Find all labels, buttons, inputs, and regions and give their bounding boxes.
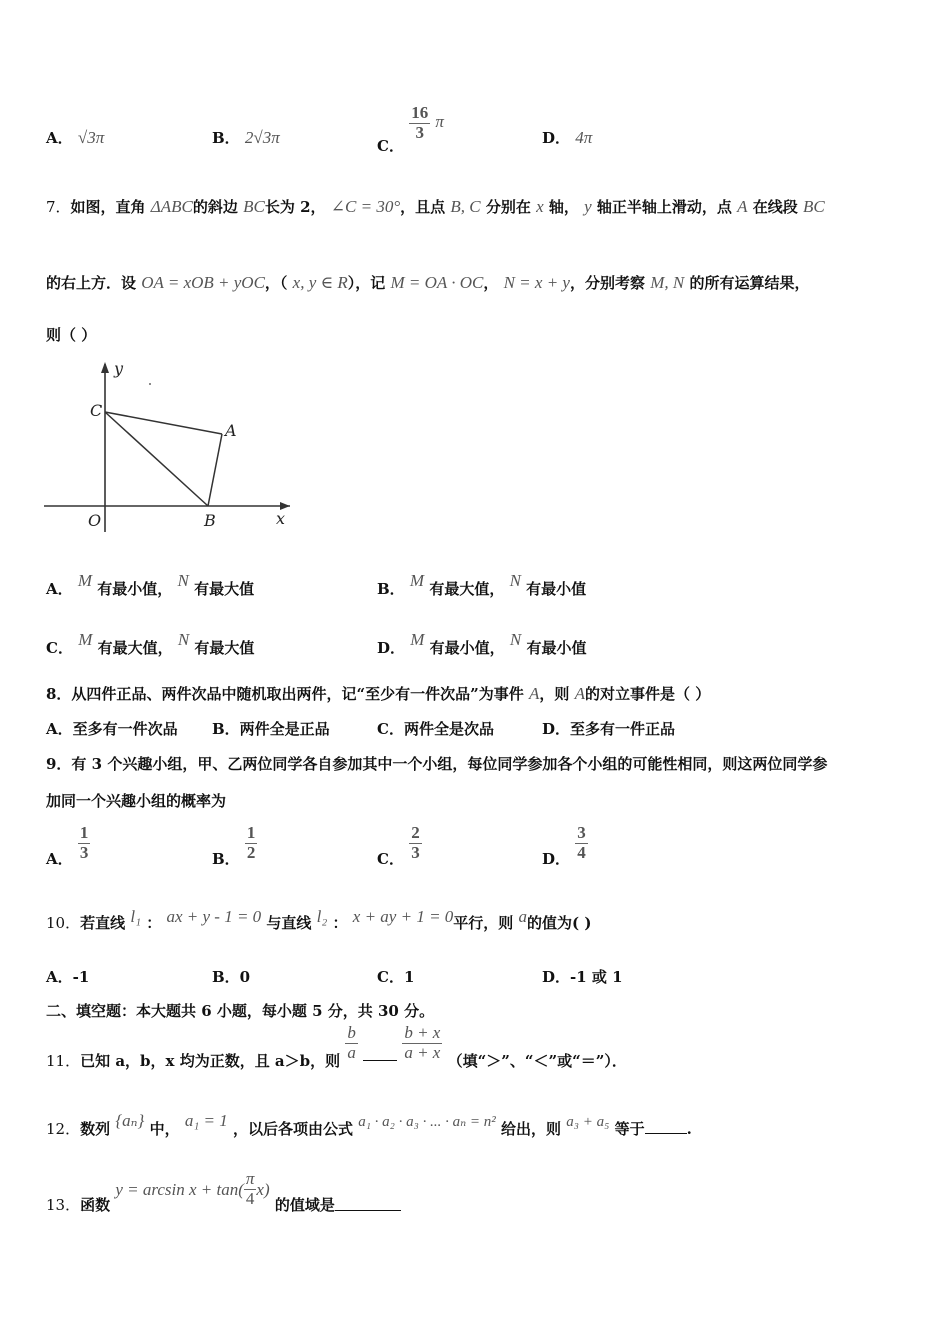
- math: N: [177, 571, 189, 590]
- fraction: [409, 824, 422, 862]
- option-label: C．: [46, 639, 73, 657]
- math: OA = xOB + yOC: [141, 273, 265, 292]
- text: 与直线: [266, 914, 312, 932]
- text: ），记: [347, 274, 386, 292]
- q7-line-2: [46, 272, 809, 293]
- option-label: A．: [46, 129, 73, 147]
- answer-blank[interactable]: [363, 1060, 397, 1061]
- math: a: [518, 907, 528, 926]
- math: l₁: [130, 907, 141, 926]
- option-expression: π: [435, 112, 444, 132]
- y-axis-arrow: [101, 362, 109, 373]
- fraction-denominator: 3: [415, 122, 424, 142]
- q9-line-2: [46, 790, 226, 811]
- math: a₁ · a₂ · a₃ · ... · aₙ = n²: [358, 1114, 496, 1130]
- question-number: 12．: [46, 1120, 81, 1138]
- option-expression: √3π: [77, 128, 105, 147]
- fraction-numerator: 1: [246, 823, 256, 842]
- text: 9．有 3 个兴趣小组，甲、乙两位同学各自参加其中一个小组，每位同学参加各个小组的可能性相同，则这两位同学参: [46, 755, 828, 773]
- text: 的斜边: [192, 198, 238, 216]
- option-label: D．: [542, 129, 571, 147]
- text: 平行，则: [453, 914, 514, 932]
- q9-option-c[interactable]: [377, 823, 422, 868]
- q9-line-1: [46, 753, 827, 774]
- text: 有最小值: [526, 639, 587, 657]
- text: 有最大值: [194, 580, 255, 598]
- option-text: C．1: [377, 968, 415, 986]
- math: N: [177, 630, 190, 649]
- option-text: C．两件全是次品: [377, 720, 494, 738]
- question-number: 7．: [46, 198, 71, 216]
- origin-label: O: [88, 511, 102, 530]
- text: 如图，直角: [70, 198, 146, 216]
- text: ，则: [539, 685, 570, 703]
- fraction-denominator: a: [347, 1042, 356, 1062]
- text: 的对立事件是（ ）: [584, 685, 711, 703]
- q7-option-d[interactable]: [377, 630, 587, 658]
- fraction-numerator: 2: [411, 823, 420, 842]
- math: l₂: [316, 907, 328, 926]
- segment-cb: [105, 412, 208, 506]
- text: 轴，: [548, 198, 579, 216]
- text: （填“＞”、“＜”或“＝”）．: [447, 1052, 627, 1070]
- text: 等于: [614, 1120, 645, 1138]
- option-label: A．: [46, 850, 73, 868]
- option-label: A．: [46, 580, 73, 598]
- option-label: C．: [377, 850, 404, 868]
- text: ：: [332, 914, 348, 932]
- fraction: [575, 824, 588, 862]
- fraction-numerator: 16: [411, 103, 429, 122]
- math: x): [256, 1180, 270, 1199]
- fraction-denominator: 3: [79, 842, 89, 862]
- text: 在线段: [752, 198, 798, 216]
- fraction-bx-over-ax: [402, 1024, 442, 1062]
- text: 已知 a，b，x 均为正数，且 a＞b，则: [80, 1052, 341, 1070]
- q7-option-b[interactable]: [377, 571, 587, 599]
- math: M: [410, 630, 425, 649]
- segment-ab: [208, 434, 222, 506]
- q7-option-a[interactable]: [46, 571, 255, 599]
- option-label: D．: [377, 639, 406, 657]
- math: N = x + y: [503, 273, 570, 292]
- math: M = OA · OC: [390, 273, 484, 292]
- q9-option-a[interactable]: [46, 823, 90, 868]
- fraction-pi-over-4: [244, 1170, 257, 1208]
- fraction-numerator: 3: [577, 823, 586, 842]
- q13-text-before: [46, 1196, 110, 1214]
- text: ，分别考察: [569, 274, 645, 292]
- text: 的右上方．设: [46, 274, 137, 292]
- option-text: B．0: [212, 968, 251, 986]
- math: B, C: [450, 197, 481, 216]
- text: 的所有运算结果，: [689, 274, 810, 292]
- fraction: [245, 824, 258, 862]
- text: ，且点: [400, 198, 446, 216]
- speck: [149, 383, 151, 385]
- q7-line-1: [46, 196, 825, 217]
- text: 长为 2，: [264, 198, 326, 216]
- q10-option-c[interactable]: [377, 966, 414, 987]
- math: N: [509, 571, 521, 590]
- option-expression: 4π: [575, 128, 593, 147]
- answer-blank[interactable]: [645, 1133, 687, 1134]
- point-b-label: B: [204, 511, 216, 530]
- fraction-denominator: 4: [245, 1188, 255, 1208]
- q11-text-before: [46, 1052, 340, 1070]
- question-number: 13．: [46, 1196, 81, 1214]
- text: 有最大值，: [97, 639, 173, 657]
- math: ax + y - 1 = 0: [166, 907, 262, 926]
- q10-option-b[interactable]: [212, 966, 250, 987]
- fraction-denominator: 4: [577, 842, 586, 862]
- question-number: 10．: [46, 914, 81, 932]
- y-label: y: [114, 359, 124, 378]
- math: a₃ + a₅: [566, 1114, 610, 1130]
- segment-ca: [105, 412, 222, 434]
- text: 有最小值，: [429, 639, 505, 657]
- q9-option-b[interactable]: [212, 823, 257, 868]
- math: x: [536, 197, 544, 216]
- math: x + ay + 1 = 0: [352, 907, 454, 926]
- text: 给出，则: [501, 1120, 562, 1138]
- text: 有最大值: [194, 639, 255, 657]
- fraction-numerator: b: [347, 1023, 356, 1042]
- point-a-label: A: [225, 421, 237, 440]
- q8-option-d[interactable]: [542, 718, 675, 739]
- fraction-b-over-a: [345, 1024, 358, 1062]
- text: 加同一个兴趣小组的概率为: [46, 792, 227, 810]
- math: A: [574, 684, 585, 703]
- q6-option-a[interactable]: [46, 127, 104, 148]
- q10-option-d[interactable]: [542, 966, 623, 987]
- q8-option-a[interactable]: [46, 718, 178, 739]
- math: N: [509, 630, 522, 649]
- option-text: D．-1 或 1: [542, 968, 623, 986]
- math: a₁ = 1: [184, 1111, 228, 1130]
- fraction-denominator: 3: [411, 842, 420, 862]
- fraction: [409, 104, 430, 142]
- text: 有最大值，: [429, 580, 505, 598]
- option-label: B．: [212, 850, 240, 868]
- math: x, y ∈ R: [292, 273, 348, 292]
- option-label: B．: [377, 580, 405, 598]
- option-expression: 2√3π: [244, 128, 280, 147]
- fraction-denominator: 2: [246, 842, 256, 862]
- math: A: [737, 197, 748, 216]
- fraction-numerator: 1: [79, 823, 89, 842]
- option-label: B．: [212, 129, 240, 147]
- math: M: [77, 571, 93, 590]
- q7-option-c[interactable]: [46, 630, 255, 658]
- math: ΔABC: [150, 197, 193, 216]
- text: 中，: [149, 1120, 180, 1138]
- x-label: x: [276, 509, 286, 528]
- text: 的值域是: [274, 1196, 335, 1214]
- text: 8．从四件正品、两件次品中随机取出两件，记“至少有一件次品”为事件: [46, 685, 524, 703]
- text: 轴正半轴上滑动，点: [596, 198, 732, 216]
- q12-stem: [46, 1111, 692, 1139]
- point-c-label: C: [90, 401, 103, 420]
- math: M: [78, 630, 93, 649]
- text: 则（ ）: [46, 326, 97, 344]
- math: M: [409, 571, 425, 590]
- q9-option-d[interactable]: [542, 823, 588, 868]
- text: ，以后各项由公式: [232, 1120, 353, 1138]
- text: ，（: [264, 274, 288, 292]
- text: 的值为( ): [527, 914, 592, 932]
- q6-option-c[interactable]: [377, 103, 444, 156]
- q8-option-b[interactable]: [212, 718, 330, 739]
- triangle-figure: [44, 356, 294, 536]
- question-number: 11．: [46, 1052, 81, 1070]
- math: ∠C = 30°: [330, 197, 401, 216]
- option-label: C．: [377, 137, 404, 156]
- math: y = arcsin x + tan(: [115, 1180, 244, 1199]
- math: A: [528, 684, 540, 703]
- q6-option-d[interactable]: [542, 127, 592, 148]
- text: ，: [483, 274, 499, 292]
- text: 二、填空题：本大题共 6 小题，每小题 5 分，共 30 分。: [46, 1002, 435, 1020]
- text: 数列: [80, 1120, 111, 1138]
- text: .: [686, 1120, 692, 1138]
- q6-option-b[interactable]: [212, 127, 280, 148]
- math: {aₙ}: [115, 1111, 145, 1130]
- fraction: [78, 824, 91, 862]
- fraction-numerator: π: [245, 1169, 255, 1188]
- q8-option-c[interactable]: [377, 718, 494, 739]
- option-label: D．: [542, 850, 571, 868]
- math: BC: [243, 197, 265, 216]
- math: BC: [803, 197, 825, 216]
- q13-stem: [46, 1169, 401, 1214]
- answer-blank[interactable]: [335, 1210, 401, 1211]
- math: M, N: [650, 273, 685, 292]
- option-text: D．至多有一件正品: [542, 720, 676, 738]
- option-text: B．两件全是正品: [212, 720, 330, 738]
- text: 若直线: [80, 914, 126, 932]
- text: 分别在: [485, 198, 531, 216]
- section-heading: [46, 1000, 434, 1021]
- fraction-numerator: b + x: [404, 1023, 441, 1042]
- fraction-denominator: a + x: [404, 1042, 441, 1062]
- text: ：: [146, 914, 162, 932]
- option-text: A．至多有一件次品: [46, 720, 178, 738]
- option-text: A．-1: [46, 968, 90, 986]
- q8-stem: [46, 683, 710, 704]
- text: 有最小值，: [97, 580, 173, 598]
- text: 函数: [80, 1196, 111, 1214]
- q10-option-a[interactable]: [46, 966, 89, 987]
- math: y: [584, 197, 592, 216]
- q11-stem: [46, 1023, 627, 1070]
- text: 有最小值: [526, 580, 587, 598]
- q7-line-3: [46, 324, 96, 345]
- q10-stem: [46, 907, 592, 933]
